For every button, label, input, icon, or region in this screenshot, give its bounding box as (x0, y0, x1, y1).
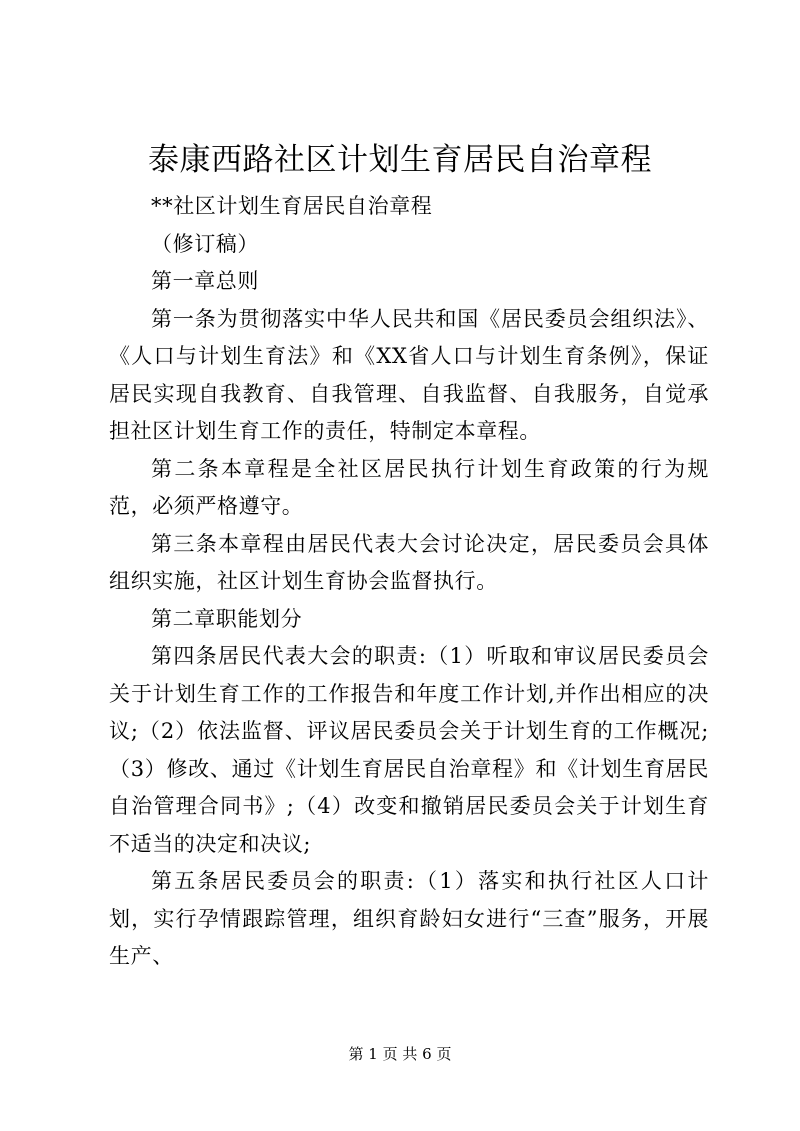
article-1: 第一条为贯彻落实中华人民共和国《居民委员会组织法》、《人口与计划生育法》和《XX省人口与计划生育条例》，保证居民实现自我教育、自我管理、自我监督、自我服务，自觉承担社区计划生育工作的责任，特制定本章程。 (109, 306, 709, 443)
chapter-heading-2: 第二章职能划分 (151, 606, 303, 631)
paragraph-revision-note: （修订稿） (151, 231, 259, 256)
paragraph-subtitle: **社区计划生育居民自治章程 (151, 194, 433, 218)
article-4: 第四条居民代表大会的职责:（1）听取和审议居民委员会关于计划生育工作的工作报告和年度工作计划,并作出相应的决议;（2）依法监督、评议居民委员会关于计划生育的工作概况;（3）修改、通过《计划生育居民自治章程》和《计划生育居民自治管理合同书》;（4）改变和撤销居民委员会关于计划生育不适当的决定和决议; (109, 644, 709, 856)
chapter-heading-1: 第一章总则 (151, 269, 259, 293)
document-body (109, 188, 709, 976)
article-5: 第五条居民委员会的职责:（1）落实和执行社区人口计划，实行孕情跟踪管理，组织育龄妇女进行“三查”服务，开展生产、 (109, 869, 709, 968)
document-title: 泰康西路社区计划生育居民自治章程 (148, 142, 652, 178)
page-footer: 第 1 页 共 6 页 (348, 1045, 452, 1063)
article-2: 第二条本章程是全社区居民执行计划生育政策的行为规范，必须严格遵守。 (109, 456, 709, 518)
article-3: 第三条本章程由居民代表大会讨论决定，居民委员会具体组织实施，社区计划生育协会监督执行。 (109, 531, 709, 593)
